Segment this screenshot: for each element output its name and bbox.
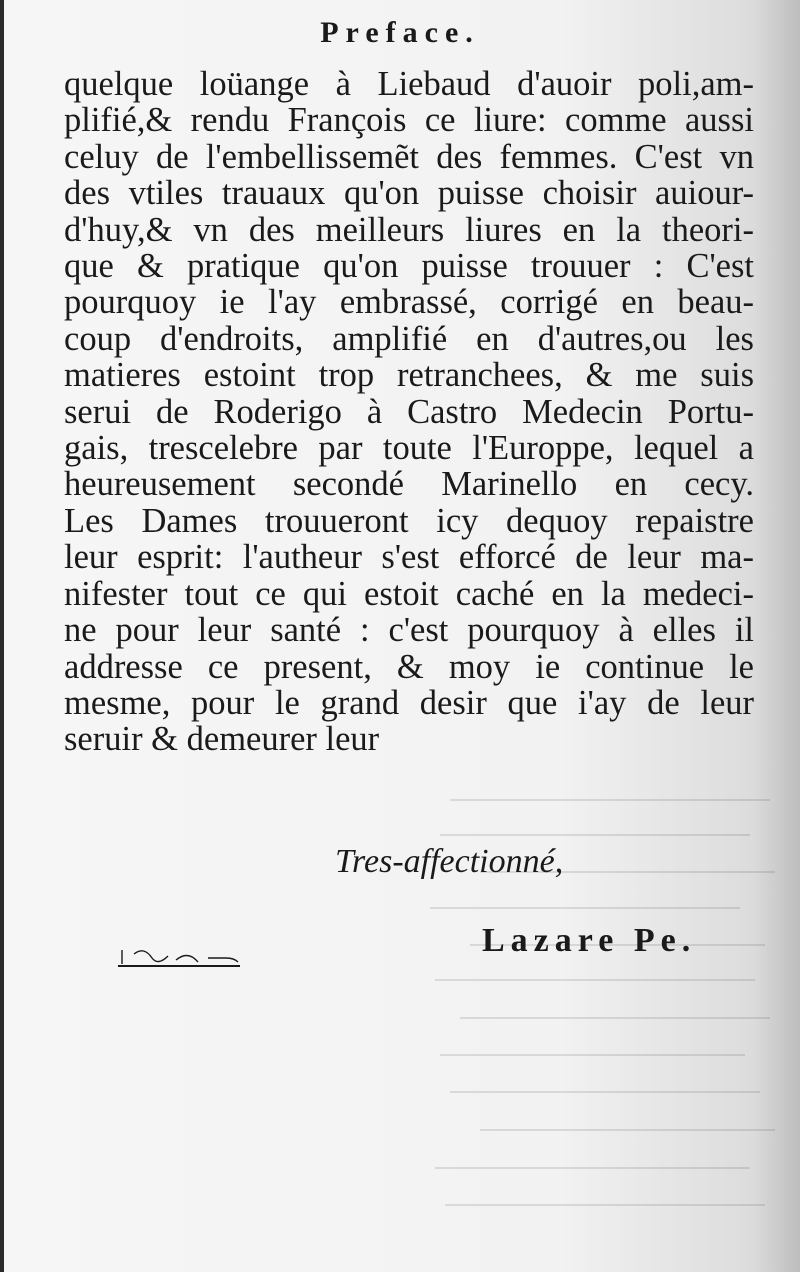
text-line: addresse ce present, & moy ie continue le [64, 647, 754, 686]
text-line: d'huy,& vn des meilleurs liures en la theori- [64, 210, 754, 249]
text-line: matieres estoint trop retranchees, & me suis [64, 356, 754, 395]
text-line: celuy de l'embellissemẽt des femmes. C'est vn [64, 137, 754, 176]
text-line: heureusement secondé Marinello en cecy. [64, 465, 754, 504]
text-line: Les Dames trouueront icy dequoy repaistre [64, 501, 754, 540]
text-line: seruir & demeurer leur [64, 720, 380, 759]
text-line: que & pratique qu'on puisse trouuer : C'est [64, 247, 754, 286]
text-line: des vtiles trauaux qu'on puisse choisir auiour- [64, 174, 754, 213]
closing-salutation: Tres-affectionné, [335, 843, 564, 880]
text-line: mesme, pour le grand desir que i'ay de leur [64, 683, 754, 722]
signature: Lazare Pe. [482, 922, 697, 959]
text-line: leur esprit: l'autheur s'est efforcé de leur ma- [64, 538, 754, 577]
page-gutter-edge [0, 0, 4, 1272]
body-text [64, 66, 754, 758]
signature-flourish [116, 940, 246, 974]
running-head: Preface. [320, 16, 480, 49]
text-line: serui de Roderigo à Castro Medecin Portu- [64, 392, 754, 431]
text-line: pourquoy ie l'ay embrassé, corrigé en beau- [64, 283, 754, 322]
text-line: quelque loüange à Liebaud d'auoir poli,am- [64, 65, 754, 103]
text-line: coup d'endroits, amplifié en d'autres,ou les [64, 319, 754, 358]
text-line: nifester tout ce qui estoit caché en la medeci- [64, 574, 754, 613]
text-line: ne pour leur santé : c'est pourquoy à elles il [64, 611, 754, 650]
text-line: gais, trescelebre par toute l'Europpe, lequel a [64, 429, 754, 468]
text-line: plifié,& rendu François ce liure: comme aussi [64, 101, 754, 140]
